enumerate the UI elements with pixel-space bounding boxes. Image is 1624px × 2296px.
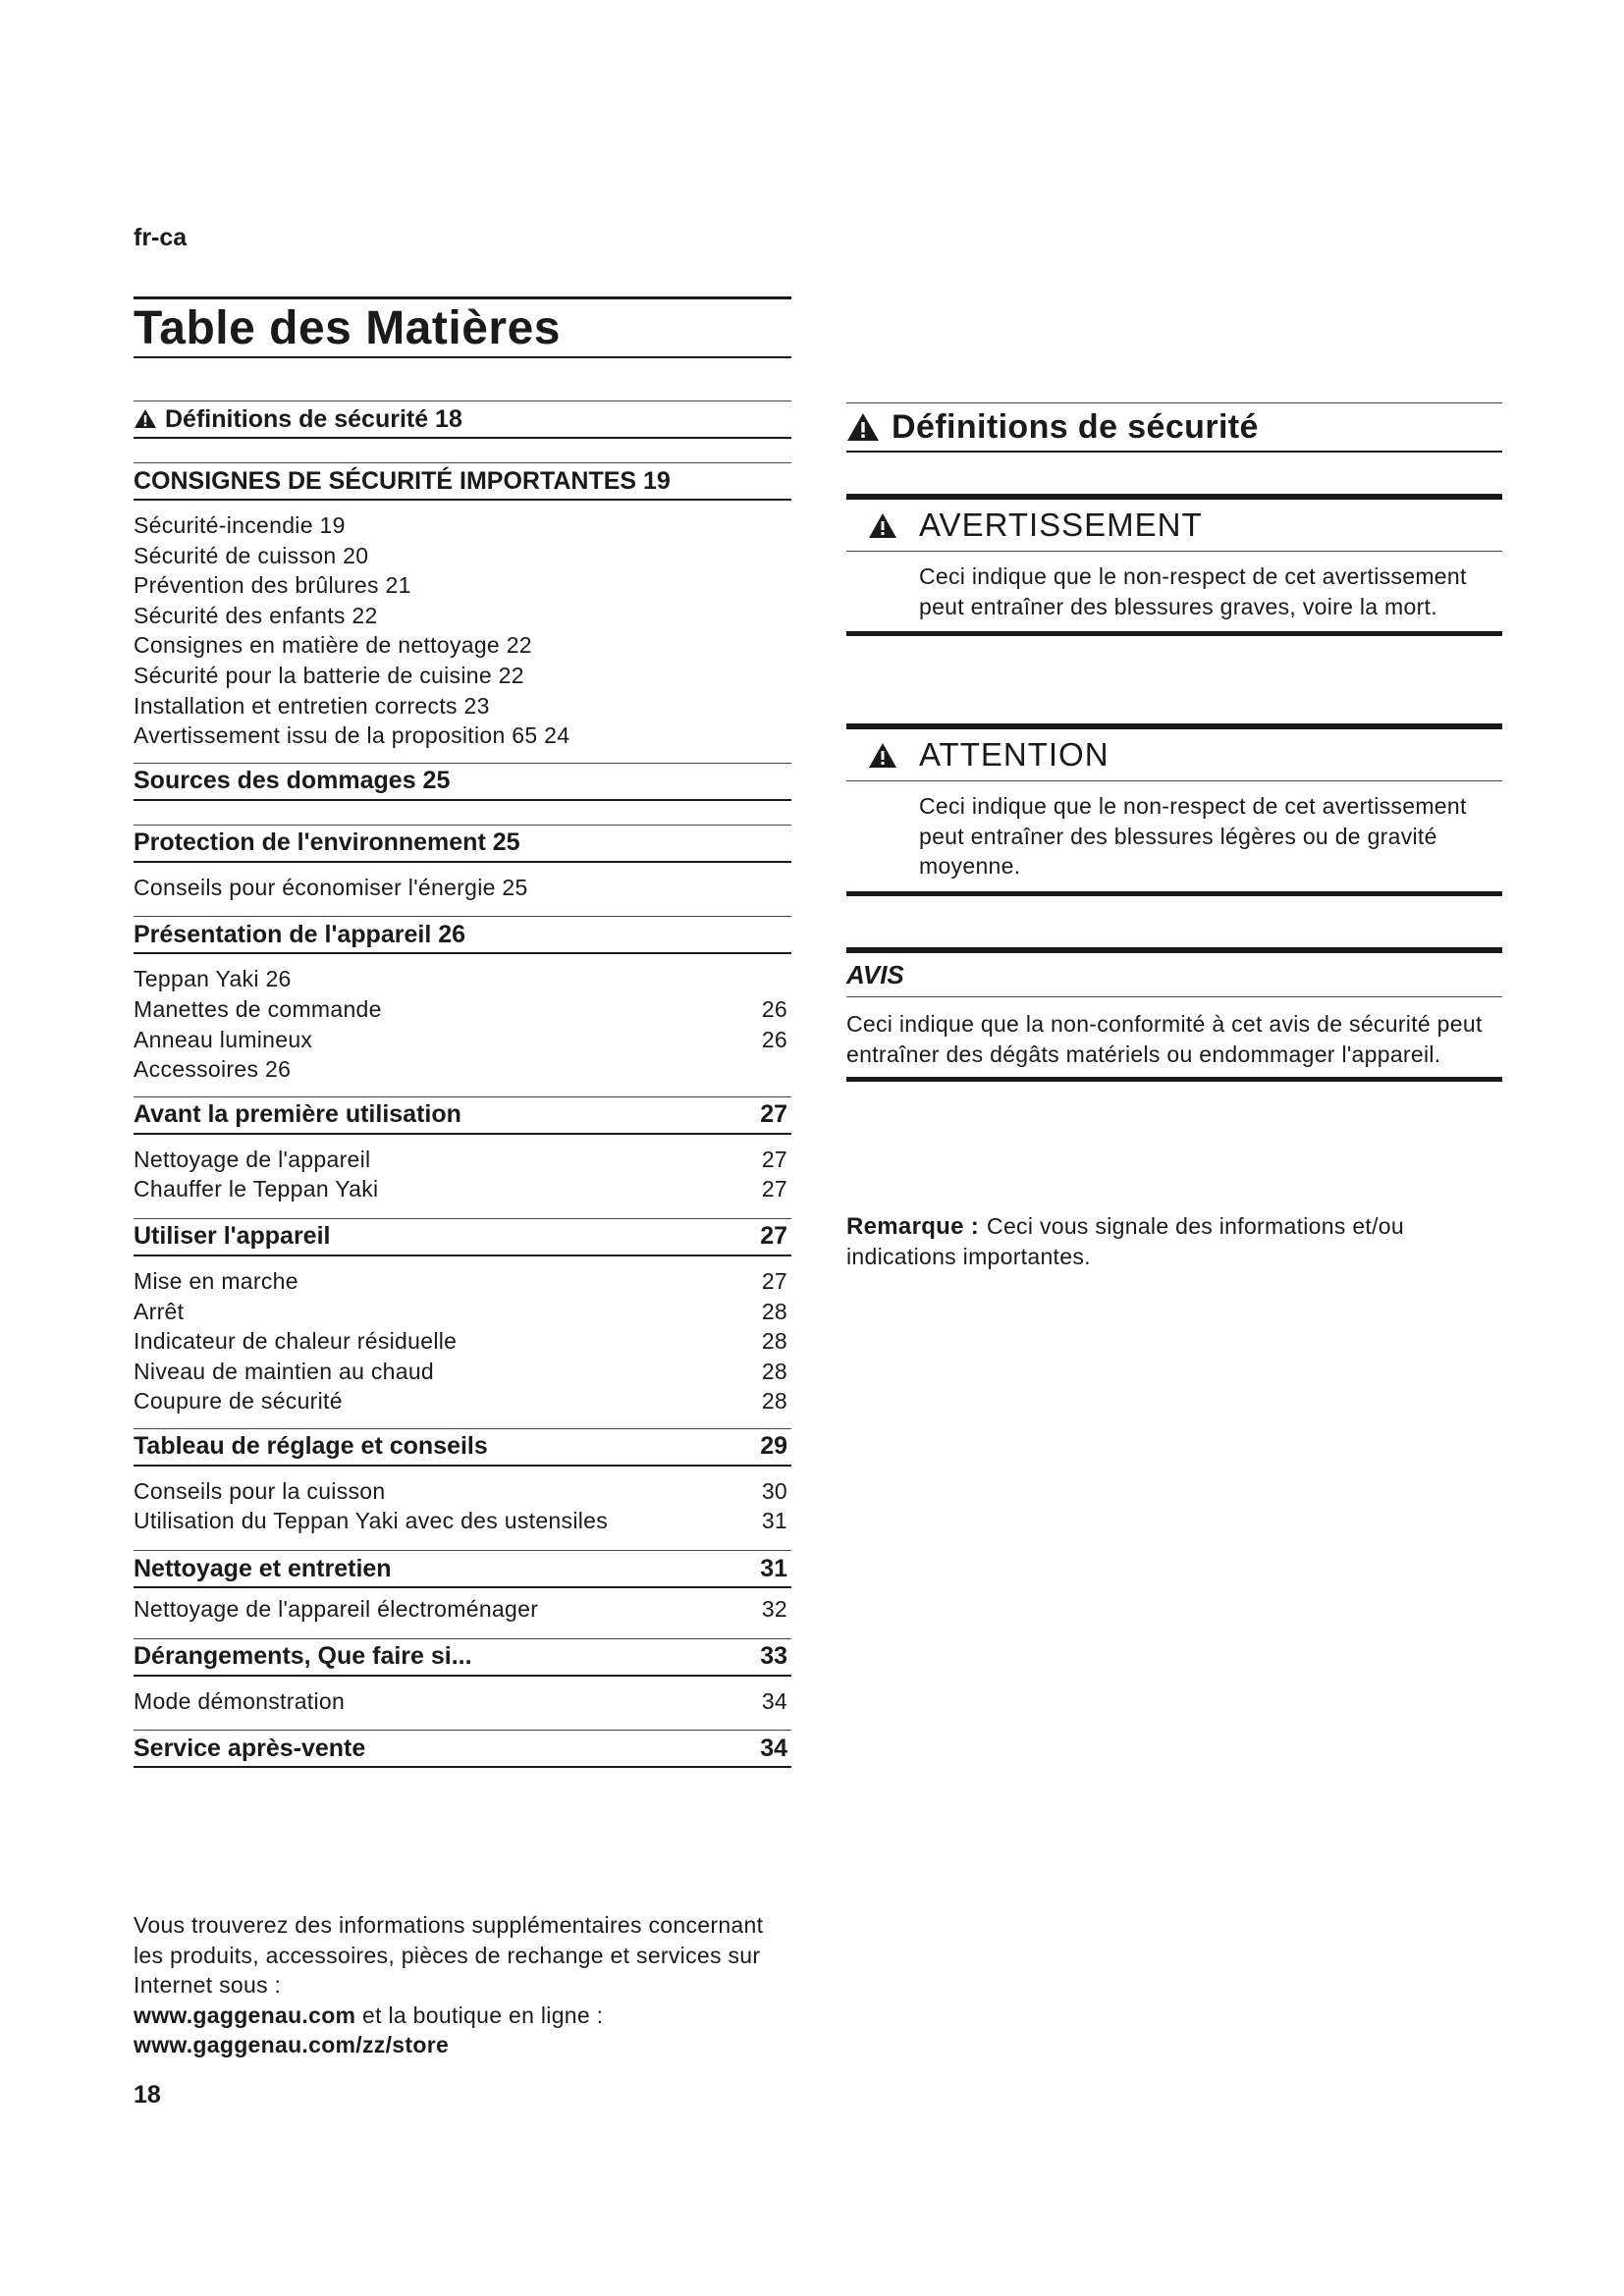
toc-item[interactable] <box>134 541 791 571</box>
toc-item-page: 31 <box>761 1508 787 1534</box>
warning-text: Ceci indique que le non-respect de cet avertissement peut entraîner des blessures graves, voire la mort. <box>919 563 1467 619</box>
toc-item-page: 28 <box>761 1358 787 1384</box>
toc-section-safety-definitions[interactable] <box>134 400 791 439</box>
toc-section-environment[interactable] <box>134 825 791 863</box>
warning-box <box>846 494 1502 636</box>
toc-item[interactable] <box>134 1686 791 1717</box>
toc-item[interactable] <box>134 661 791 691</box>
toc-item[interactable] <box>134 570 791 601</box>
toc-item-page <box>748 601 791 631</box>
toc-section-damage-sources[interactable] <box>134 763 791 801</box>
toc-section-title: Avant la première utilisation <box>134 1100 461 1129</box>
website-link[interactable]: www.gaggenau.com <box>134 2002 356 2028</box>
toc-item[interactable] <box>134 1476 791 1507</box>
toc-section-title: Définitions de sécurité 18 <box>165 404 462 433</box>
toc-item-title: Sécurité de cuisson 20 <box>134 542 369 568</box>
toc-item-page: 27 <box>761 1267 787 1294</box>
toc-section-items <box>134 954 791 1084</box>
toc-section-using-appliance[interactable] <box>134 1218 791 1256</box>
table-of-contents <box>134 400 791 1768</box>
toc-page-number: 27 <box>760 1100 787 1129</box>
toc-item[interactable] <box>134 994 791 1025</box>
warning-triangle-icon <box>846 412 880 442</box>
warning-triangle-icon <box>868 512 897 539</box>
toc-item[interactable] <box>134 630 791 661</box>
toc-title-box <box>134 296 791 358</box>
toc-item-page: 32 <box>761 1596 787 1623</box>
toc-item-title: Coupure de sécurité <box>134 1388 343 1415</box>
toc-item-title: Conseils pour économiser l'énergie 25 <box>134 874 528 900</box>
language-code: fr-ca <box>134 224 188 251</box>
toc-item[interactable] <box>134 1266 791 1297</box>
toc-section-items <box>134 1256 791 1416</box>
page-number: 18 <box>134 2081 161 2109</box>
toc-item-page: 28 <box>761 1298 787 1324</box>
warning-label: AVERTISSEMENT <box>919 507 1203 543</box>
caution-text: Ceci indique que le non-respect de cet avertissement peut entraîner des blessures légères ou de gravité moyenne. <box>919 793 1467 879</box>
toc-section-title: Tableau de réglage et conseils <box>134 1432 488 1461</box>
toc-item[interactable] <box>134 1174 791 1204</box>
toc-item-title: Accessoires 26 <box>134 1056 292 1083</box>
toc-item[interactable] <box>134 601 791 631</box>
toc-section-items <box>134 1467 791 1536</box>
toc-item[interactable] <box>134 1357 791 1387</box>
toc-item-title: Avertissement issu de la proposition 65 24 <box>134 722 570 749</box>
toc-item-title: Prévention des brûlures 21 <box>134 572 411 599</box>
toc-section-cleaning[interactable] <box>134 1550 791 1588</box>
notice-text: Ceci indique que la non-conformité à cet avis de sécurité peut entraîner des dégâts matériels ou endommager l'appareil. <box>846 1011 1483 1067</box>
toc-item[interactable] <box>134 510 791 541</box>
toc-item-title: Teppan Yaki 26 <box>134 966 292 992</box>
toc-item-title: Niveau de maintien au chaud <box>134 1358 435 1384</box>
toc-item-page <box>748 691 791 721</box>
toc-item-title: Nettoyage de l'appareil <box>134 1146 371 1172</box>
toc-item[interactable] <box>134 1025 791 1055</box>
caution-label: ATTENTION <box>919 736 1110 773</box>
toc-item-title: Mode démonstration <box>134 1687 346 1714</box>
toc-item-title: Indicateur de chaleur résiduelle <box>134 1328 458 1355</box>
toc-page-number: 27 <box>760 1222 787 1251</box>
toc-section-before-first-use[interactable] <box>134 1096 791 1135</box>
toc-item-title: Sécurité des enfants 22 <box>134 602 378 628</box>
toc-item[interactable] <box>134 1506 791 1536</box>
toc-title: Table des Matières <box>134 302 561 354</box>
toc-item[interactable] <box>134 691 791 721</box>
toc-item-title: Anneau lumineux <box>134 1026 313 1052</box>
note-paragraph <box>846 1211 1502 1272</box>
toc-item-page <box>748 630 791 661</box>
toc-section-items <box>134 1588 791 1625</box>
online-info-mid: et la boutique en ligne : <box>355 2002 604 2028</box>
toc-item-page: 27 <box>761 1176 787 1202</box>
online-info-paragraph <box>134 1910 791 2060</box>
toc-item-page <box>748 661 791 691</box>
safety-definitions-title: Définitions de sécurité <box>892 407 1259 446</box>
toc-item-title: Mise en marche <box>134 1267 298 1294</box>
toc-item-page <box>748 541 791 571</box>
toc-page-number: 31 <box>760 1554 787 1582</box>
toc-item[interactable] <box>134 1594 791 1625</box>
toc-item[interactable] <box>134 964 791 994</box>
toc-section-title: Protection de l'environnement 25 <box>134 828 520 857</box>
toc-section-title: Présentation de l'appareil 26 <box>134 920 466 948</box>
note-label: Remarque : <box>846 1213 980 1240</box>
toc-item[interactable] <box>134 873 791 903</box>
toc-page-number: 33 <box>760 1642 787 1671</box>
toc-item-page <box>748 721 791 751</box>
toc-item-page: 30 <box>761 1477 787 1504</box>
online-info-text: Vous trouverez des informations supplémentaires concernant les produits, accessoires, pièces de rechange et services sur Internet sous : <box>134 1912 764 1998</box>
toc-section-title: Service après-vente <box>134 1734 366 1762</box>
safety-definitions-header <box>846 402 1502 453</box>
toc-item-title: Sécurité pour la batterie de cuisine 22 <box>134 662 524 688</box>
toc-item-title: Utilisation du Teppan Yaki avec des ustensiles <box>134 1508 609 1534</box>
toc-section-title: Nettoyage et entretien <box>134 1554 392 1582</box>
toc-page-number: 29 <box>760 1432 787 1461</box>
toc-section-important-safety[interactable] <box>134 462 791 501</box>
toc-item-page: 28 <box>761 1328 787 1355</box>
toc-item-title: Conseils pour la cuisson <box>134 1477 386 1504</box>
toc-section-title: Dérangements, Que faire si... <box>134 1642 472 1671</box>
toc-item-title: Sécurité-incendie 19 <box>134 512 346 538</box>
toc-item-page <box>748 570 791 601</box>
toc-item-page <box>748 510 791 541</box>
toc-item-page <box>748 1054 791 1085</box>
toc-item-title: Manettes de commande <box>134 995 382 1022</box>
toc-section-items <box>134 863 791 903</box>
notice-label: AVIS <box>846 953 1502 997</box>
toc-item[interactable] <box>134 721 791 751</box>
toc-section-title: CONSIGNES DE SÉCURITÉ IMPORTANTES 19 <box>134 466 671 495</box>
toc-section-appliance-overview[interactable] <box>134 916 791 954</box>
toc-item[interactable] <box>134 1054 791 1085</box>
warning-triangle-icon <box>868 742 897 769</box>
toc-section-items <box>134 1677 791 1717</box>
toc-section-items <box>134 501 791 751</box>
toc-item-page: 28 <box>761 1388 787 1415</box>
toc-section-settings-table[interactable] <box>134 1428 791 1467</box>
toc-page-number: 34 <box>760 1734 787 1762</box>
toc-section-items <box>134 1135 791 1204</box>
toc-item-title: Installation et entretien corrects 23 <box>134 692 490 719</box>
toc-item-title: Nettoyage de l'appareil électroménager <box>134 1596 539 1623</box>
toc-item[interactable] <box>134 1326 791 1357</box>
toc-item[interactable] <box>134 1297 791 1327</box>
toc-item-title: Consignes en matière de nettoyage 22 <box>134 632 532 659</box>
toc-section-title: Sources des dommages 25 <box>134 767 451 795</box>
toc-item[interactable] <box>134 1145 791 1175</box>
store-link[interactable]: www.gaggenau.com/zz/store <box>134 2032 450 2057</box>
toc-section-customer-service[interactable] <box>134 1730 791 1768</box>
notice-box <box>846 947 1502 1082</box>
toc-item-page <box>748 873 791 903</box>
toc-item-page: 34 <box>761 1687 787 1714</box>
toc-item[interactable] <box>134 1386 791 1416</box>
toc-item-page <box>748 964 791 994</box>
toc-item-title: Chauffer le Teppan Yaki <box>134 1176 379 1202</box>
warning-triangle-icon <box>134 408 157 429</box>
toc-item-page: 26 <box>761 995 787 1022</box>
toc-item-page: 26 <box>761 1026 787 1052</box>
caution-box <box>846 723 1502 896</box>
toc-section-troubleshooting[interactable] <box>134 1638 791 1677</box>
toc-item-title: Arrêt <box>134 1298 185 1324</box>
toc-section-title: Utiliser l'appareil <box>134 1222 331 1251</box>
toc-item-page: 27 <box>761 1146 787 1172</box>
note-text: Ceci vous signale des informations et/ou indications importantes. <box>846 1213 1404 1269</box>
